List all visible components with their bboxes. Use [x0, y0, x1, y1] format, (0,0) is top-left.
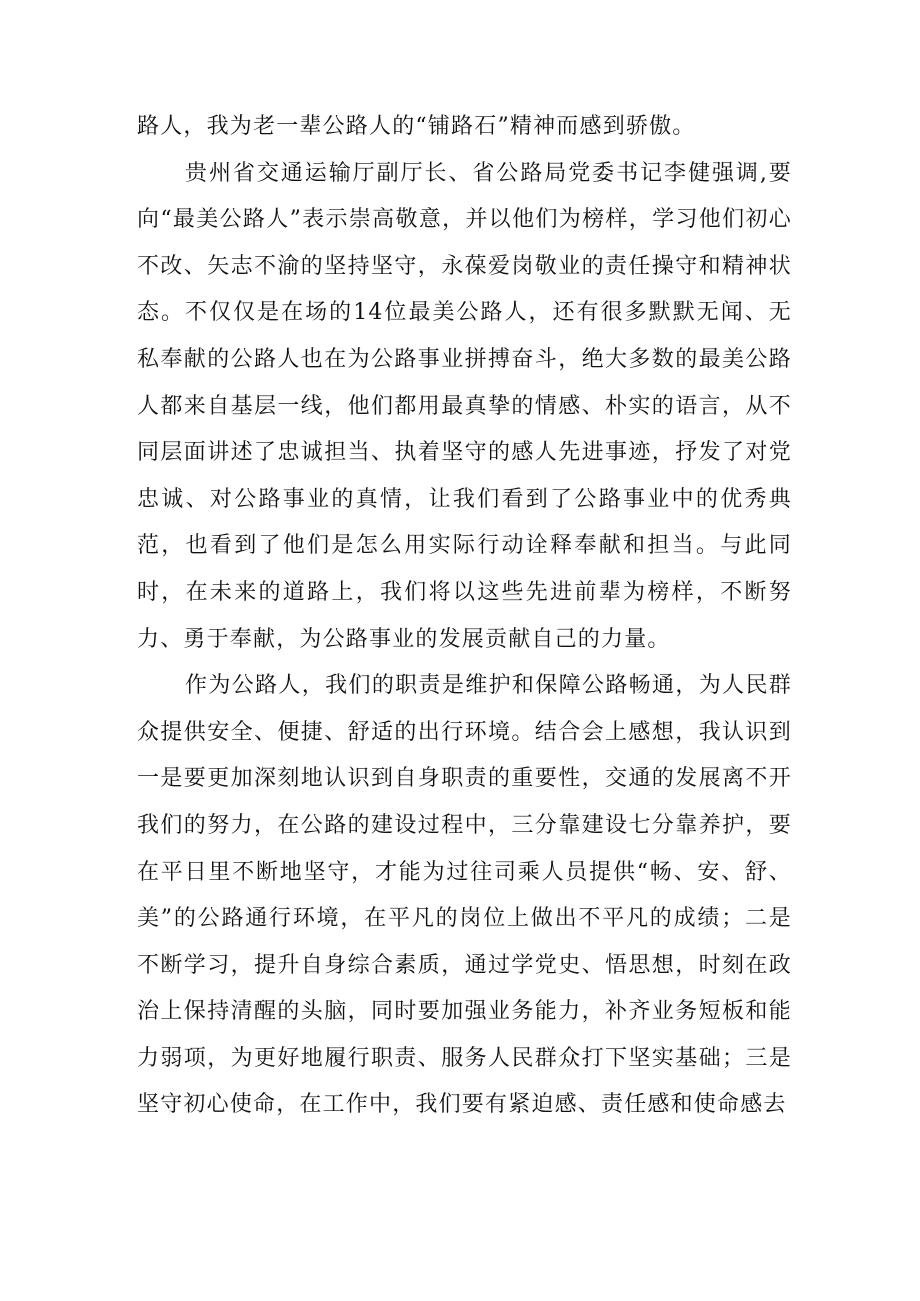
paragraph-road-worker-duties: 作为公路人，我们的职责是维护和保障公路畅通，为人民群众提供安全、便捷、舒适的出行环境。结合会上感想，我认识到一是要更加深刻地认识到自身职责的重要性，交通的发展离不开我们的努力，在公路的建设过程中，三分靠建设七分靠养护，要在平日里不断地坚守，才能为过往司乘人员提供“畅、安、舒、美”的公路通行环境，在平凡的岗位上做出不平凡的成绩；二是不断学习，提升自身综合素质，通过学党史、悟思想，时刻在政治上保持清醒的头脑，同时要加强业务能力，补齐业务短板和能力弱项，为更好地履行职责、服务人民群众打下坚实基础；三是坚守初心使命，在工作中，我们要有紧迫感、责任感和使命感去 — [137, 673, 792, 1118]
paragraph-continuation: 路人，我为老一辈公路人的“铺路石”精神而感到骄傲。 — [137, 114, 696, 139]
document-body — [137, 104, 792, 1129]
paragraph-li-jian-speech: 贵州省交通运输厅副厅长、省公路局党委书记李健强调,要向“最美公路人”表示崇高敬意，并以他们为榜样，学习他们初心不改、矢志不渝的坚持坚守，永葆爱岗敬业的责任操守和精神状态。不仅仅是在场的14位最美公路人，还有很多默默无闻、无私奉献的公路人也在为公路事业拼搏奋斗，绝大多数的最美公路人都来自基层一线，他们都用最真挚的情感、朴实的语言，从不同层面讲述了忠诚担当、执着坚守的感人先进事迹，抒发了对党忠诚、对公路事业的真情，让我们看到了公路事业中的优秀典范，也看到了他们是怎么用实际行动诠释奉献和担当。与此同时，在未来的道路上，我们将以这些先进前辈为榜样，不断努力、勇于奉献，为公路事业的发展贡献自己的力量。 — [137, 160, 792, 652]
